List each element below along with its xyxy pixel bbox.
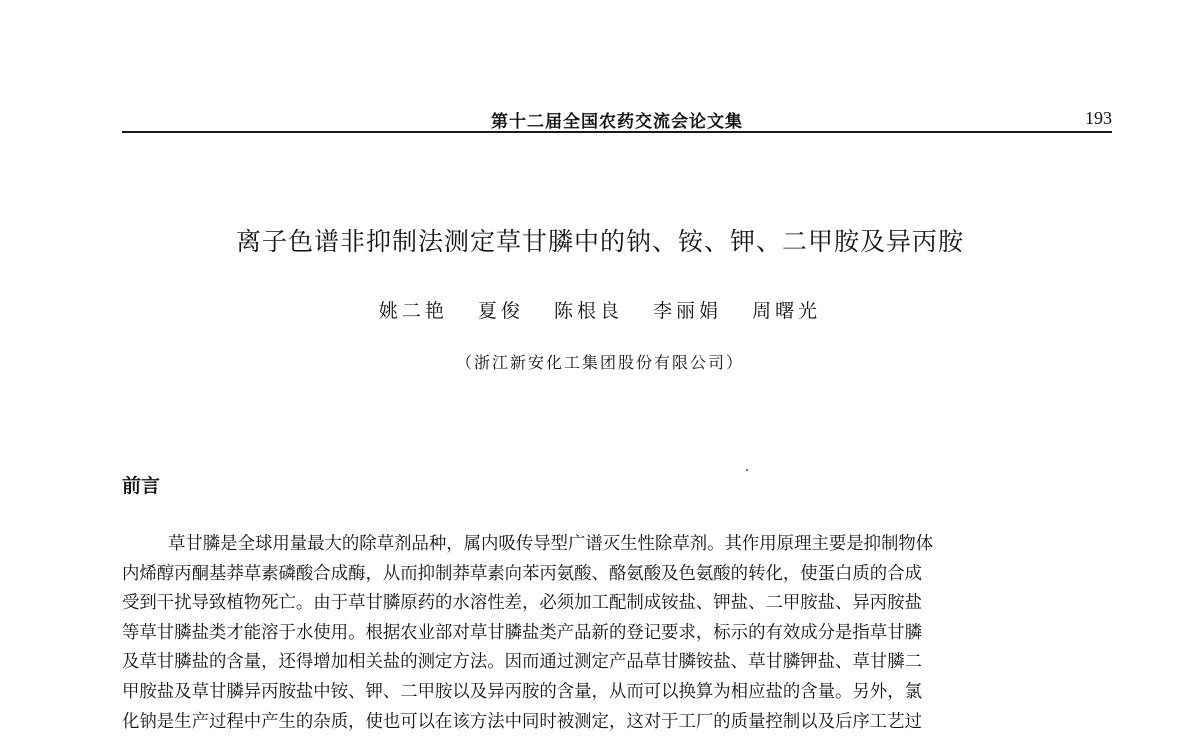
body-paragraph bbox=[122, 530, 1112, 737]
paragraph-line: 内烯醇丙酮基莽草素磷酸合成酶，从而抑制莽草素向苯丙氨酸、酪氨酸及色氨酸的转化，使蛋白质的合成 bbox=[122, 563, 922, 584]
paragraph-line: 及草甘膦盐的含量，还得增加相关盐的测定方法。因而通过测定产品草甘膦铵盐、草甘膦钾盐、草甘膦二 bbox=[122, 652, 922, 673]
affiliation: （浙江新安化工集团股份有限公司） bbox=[455, 353, 744, 372]
paragraph-line: 等草甘膦盐类才能溶于水使用。根据农业部对草甘膦盐类产品新的登记要求，标示的有效成分是指草甘膦 bbox=[122, 622, 922, 643]
paper-title: 离子色谱非抑制法测定草甘膦中的钠、铵、钾、二甲胺及异丙胺 bbox=[235, 227, 964, 256]
paragraph-line: 甲胺盐及草甘膦异丙胺盐中铵、钾、二甲胺以及异丙胺的含量，从而可以换算为相应盐的含量。另外，氯 bbox=[122, 681, 922, 702]
author-name: 夏俊 bbox=[477, 300, 524, 322]
author-name: 周曙光 bbox=[752, 300, 822, 322]
running-header bbox=[122, 105, 1112, 133]
author-name: 姚二艳 bbox=[378, 300, 448, 322]
paragraph-line: 受到干扰导致植物死亡。由于草甘膦原药的水溶性差，必须加工配制成铵盐、钾盐、二甲胺盐、异丙胺盐 bbox=[122, 593, 922, 614]
author-name: 李丽娟 bbox=[653, 300, 723, 322]
author-name: 陈根良 bbox=[553, 300, 623, 322]
author-list bbox=[0, 296, 1200, 323]
scan-speck bbox=[746, 469, 748, 471]
journal-title: 第十二届全国农药交流会论文集 bbox=[491, 112, 743, 132]
section-heading: 前言 bbox=[122, 475, 161, 497]
paragraph-line: 草甘膦是全球用量最大的除草剂品种，属内吸传导型广谱灭生性除草剂。其作用原理主要是抑制物体 bbox=[168, 534, 934, 554]
paragraph-line: 化钠是生产过程中产生的杂质，使也可以在该方法中同时被测定，这对于工厂的质量控制以及后序工艺过 bbox=[122, 711, 922, 732]
page-number: 193 bbox=[1085, 108, 1112, 128]
